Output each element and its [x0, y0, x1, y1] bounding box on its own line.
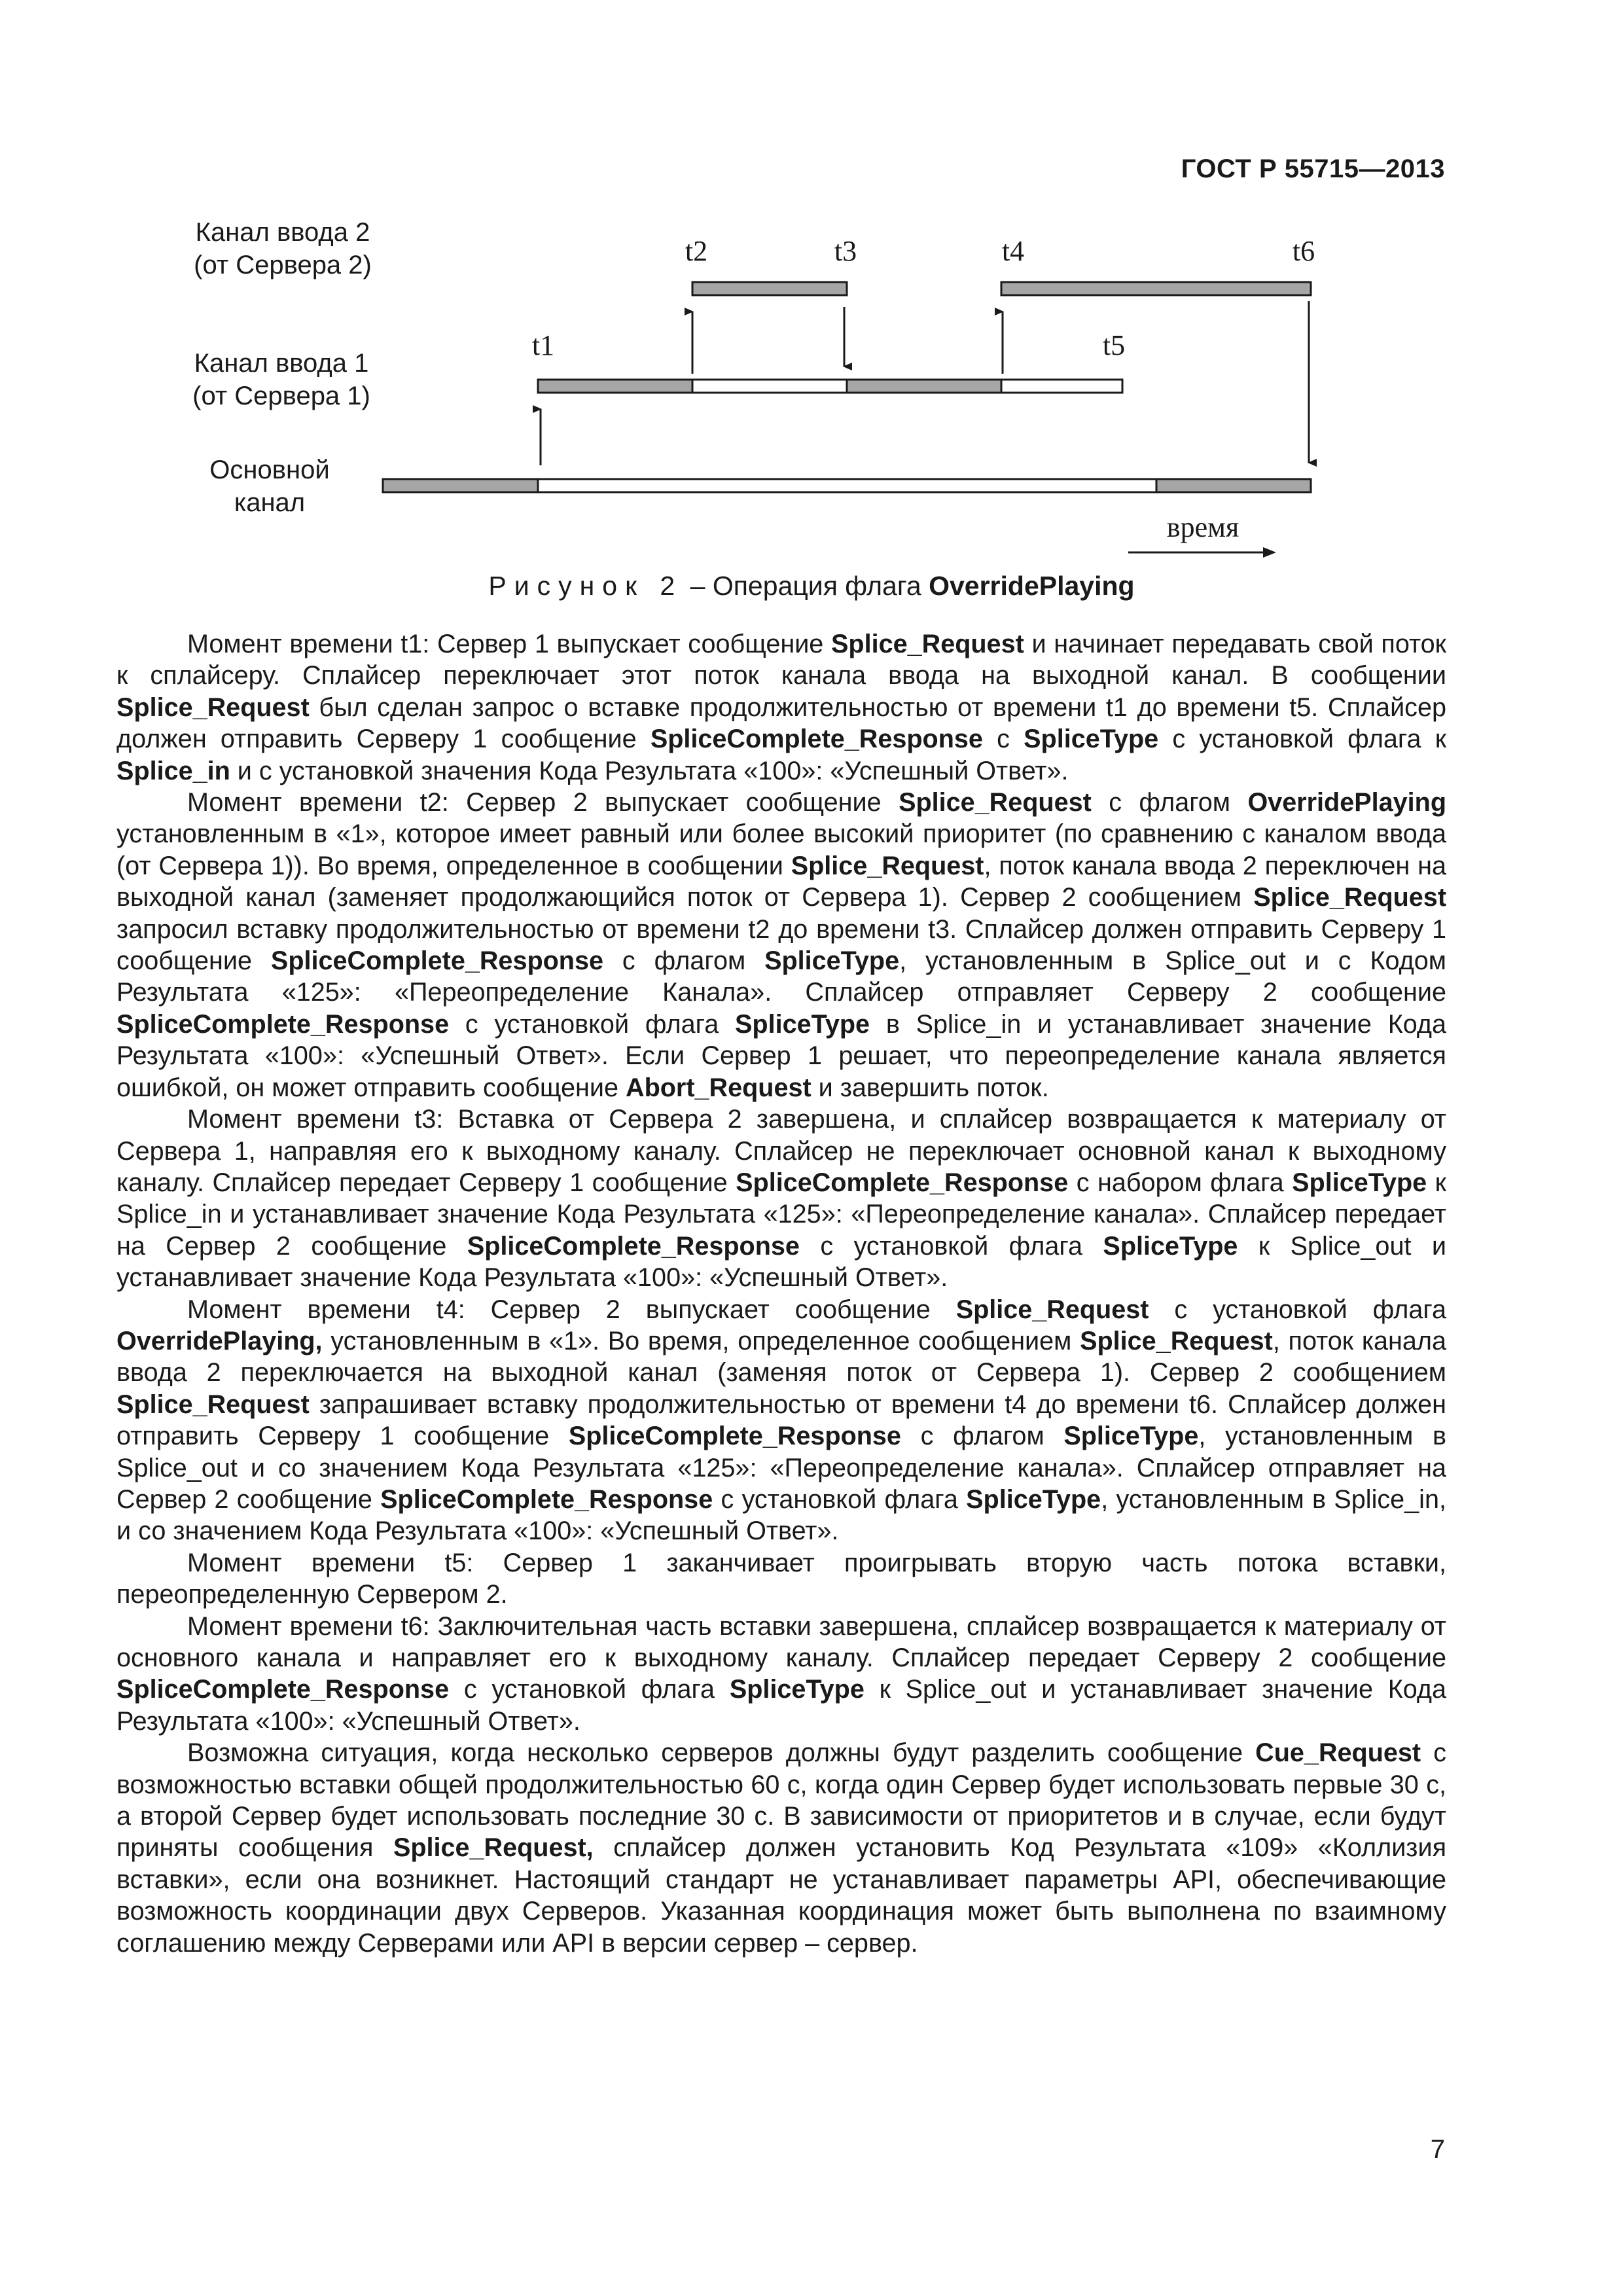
channel1-overridden-bar-t2-t3 — [692, 380, 847, 393]
text-run: к Splice_in и устанавливает значение Кода Результата «125»: «Переопределение канала». Сплайсер передает на Сервер 2 сообщение — [116, 1168, 1446, 1261]
text-run: был сделан запрос о вставке продолжительностью от времени t1 до времени t5. Сплайсер должен отправить Серверу 1 сообщение — [116, 692, 1446, 754]
bold-term: Splice_Request — [1080, 1326, 1273, 1355]
paragraph — [116, 1611, 1446, 1738]
time-axis-label: время — [1166, 511, 1240, 543]
text-run: и завершить поток. — [811, 1073, 1049, 1102]
figure-caption — [0, 571, 1623, 601]
text-run: Момент времени t5: Сервер 1 заканчивает проигрывать вторую часть потока вставки, переопределенную Сервером 2. — [116, 1548, 1446, 1609]
text-run: , поток канала ввода 2 переключен на выходной канал (заменяет продолжающийся поток от Сервера 1). Сервер 2 сообщением — [116, 851, 1446, 912]
page-number: 7 — [1430, 2135, 1445, 2164]
text-run: Момент времени t4: Сервер 2 выпускает сообщение — [187, 1295, 956, 1324]
paragraph — [116, 1737, 1446, 1959]
paragraph — [116, 1547, 1446, 1611]
bold-term: SpliceType — [735, 1009, 870, 1039]
text-run: Возможна ситуация, когда несколько серверов должны будут разделить сообщение — [187, 1738, 1256, 1768]
main-channel-label: Основной канал — [209, 456, 330, 517]
channel2-insert-bar-t4-t6 — [1001, 282, 1311, 295]
bold-term: SpliceComplete_Response — [736, 1168, 1069, 1197]
text-run: , установленным в Splice_out и с Кодом Результата «125»: «Переопределение Канала». Сплайсер отправляет Серверу 2 сообщение — [116, 946, 1446, 1007]
label-t2: t2 — [685, 235, 708, 267]
text-run: Момент времени t6: Заключительная часть вставки завершена, сплайсер возвращается к материалу от основного канала и направляет его к выходному каналу. Сплайсер передает Серверу 2 сообщение — [116, 1611, 1446, 1672]
text-run: Момент времени t3: Вставка от Сервера 2 завершена, и сплайсер возвращается к материалу от Сервера 1, направляя его к выходному каналу. Сплайсер не переключает основной канал к выходному каналу. Сплайсер передает Серверу 1 сообщение — [116, 1105, 1446, 1197]
bold-term: OverridePlaying, — [116, 1326, 323, 1355]
text-run: с установкой флага — [449, 1675, 730, 1704]
bold-term: SpliceType — [1063, 1422, 1199, 1451]
bold-term: SpliceComplete_Response — [116, 1009, 450, 1039]
channel1-bar-t1-t2 — [538, 380, 692, 393]
text-run: , установленным в Splice_out и со значением Кода Результата «125»: «Переопределение канала». Сплайсер отправляет на Сервер 2 сообщение — [116, 1422, 1446, 1514]
text-run: установленным в «1». Во время, определенное сообщением — [322, 1326, 1080, 1355]
bold-term: SpliceType — [966, 1484, 1101, 1514]
label-t5: t5 — [1102, 329, 1126, 361]
label-t4: t4 — [1001, 235, 1025, 267]
main-channel-bar-start — [383, 479, 538, 492]
bold-term: OverridePlaying — [1247, 788, 1446, 817]
paragraph — [116, 787, 1446, 1103]
bold-term: Splice_Request — [116, 1390, 310, 1419]
text-run: с флагом — [1091, 788, 1248, 817]
text-run: и начинает передавать свой поток к сплайсеру. Сплайсер переключает этот поток канала ввода на выходной канал. В сообщении — [116, 630, 1446, 691]
bold-term: Abort_Request — [625, 1073, 812, 1102]
body-text — [116, 628, 1446, 1959]
bold-term: SpliceComplete_Response — [650, 725, 983, 754]
text-run: с установкой флага — [799, 1231, 1103, 1261]
caption-flag: OverridePlaying — [929, 571, 1135, 601]
text-run: установленным в «1», которое имеет равный или более высокий приоритет (по сравнению с каналом ввода (от Сервера 1)). Во время, определенное в сообщении — [116, 819, 1446, 880]
bold-term: Splice_Request — [791, 851, 984, 880]
bold-term: Splice_Request — [899, 788, 1092, 817]
bold-term: SpliceType — [1292, 1168, 1427, 1197]
bold-term: SpliceComplete_Response — [380, 1484, 713, 1514]
text-run: , поток канала ввода 2 переключается на выходной канал (заменяя поток от Сервера 1). Сервер 2 сообщением — [116, 1326, 1446, 1388]
text-run: с флагом — [603, 946, 765, 976]
text-run: , установленным в Splice_in, и со значением Кода Результата «100»: «Успешный Ответ». — [116, 1484, 1446, 1546]
bold-term: SpliceType — [1024, 725, 1159, 754]
main-channel-bar-end — [1156, 479, 1311, 492]
bold-term: Splice_Request — [116, 692, 310, 722]
bold-term: SpliceType — [1103, 1231, 1238, 1261]
channel1-overridden-bar-t4-t5 — [1001, 380, 1122, 393]
label-t1: t1 — [531, 329, 555, 361]
text-run: запросил вставку продолжительностью от времени t2 до времени t3. Сплайсер должен отправить Серверу 1 сообщение — [116, 914, 1446, 976]
channel2-insert-bar-t2-t3 — [692, 282, 847, 295]
paragraph — [116, 628, 1446, 787]
document-header: ГОСТ Р 55715—2013 — [1181, 154, 1445, 183]
caption-prefix: Рисунок 2 — [488, 571, 683, 601]
bold-term: SpliceType — [764, 946, 900, 976]
bold-term: SpliceComplete_Response — [467, 1231, 800, 1261]
label-t6: t6 — [1292, 235, 1315, 267]
text-run: с установкой флага к — [1158, 725, 1447, 754]
text-run: и с установкой значения Кода Результата «100»: «Успешный Ответ». — [230, 756, 1069, 785]
bold-term: Cue_Request — [1255, 1738, 1421, 1768]
text-run: с установкой флага — [1149, 1295, 1446, 1324]
text-run: с возможностью вставки общей продолжительностью 60 с, когда один Сервер будет использовать первые 30 с, а второй Сервер будет использовать последние 30 с. В зависимости от приоритетов и в случае, если будут приняты сообщения — [116, 1738, 1446, 1863]
timing-diagram-svg — [0, 0, 1623, 589]
text-run: с установкой флага — [449, 1009, 736, 1039]
bold-term: SpliceType — [729, 1675, 865, 1704]
text-run: к Splice_out и устанавливает значение Кода Результата «100»: «Успешный Ответ». — [116, 1675, 1446, 1736]
timing-diagram — [0, 0, 1623, 589]
bold-term: Splice_in — [116, 756, 230, 785]
bold-term: SpliceComplete_Response — [116, 1675, 450, 1704]
channel1-bar-t3-t4 — [847, 380, 1001, 393]
bold-term: SpliceComplete_Response — [568, 1422, 901, 1451]
caption-text: – Операция флага — [683, 571, 929, 601]
main-channel-bar-replaced — [538, 479, 1156, 492]
time-arrow-head — [1263, 547, 1276, 558]
bold-term: SpliceComplete_Response — [270, 946, 604, 976]
text-run: с — [982, 725, 1024, 754]
text-run: в Splice_in и устанавливает значение Кода Результата «100»: «Успешный Ответ». Если Сервер 1 решает, что переопределение канала является ошибкой, он может отправить сообщение — [116, 1009, 1446, 1102]
text-run: запрашивает вставку продолжительностью от времени t4 до времени t6. Сплайсер должен отправить Серверу 1 сообщение — [116, 1390, 1446, 1451]
bold-term: Splice_Request — [1253, 883, 1446, 912]
text-run: сплайсер должен установить Код Результата «109» «Коллизия вставки», если она возникнет. Настоящий стандарт не устанавливает параметры API, обеспечивающие возможность координации двух Серверов. Указанная координация может быть выполнена по взаимному соглашению между Серверами или API в версии сервер – сервер. — [116, 1833, 1446, 1958]
bold-term: Splice_Request — [831, 630, 1024, 658]
label-t3: t3 — [834, 235, 857, 267]
paragraph — [116, 1103, 1446, 1293]
text-run: с набором флага — [1068, 1168, 1293, 1197]
bold-term: Splice_Request — [955, 1295, 1149, 1324]
paragraph — [116, 1294, 1446, 1547]
channel1-label: Канал ввода 1 (от Сервера 1) — [192, 349, 370, 410]
text-run: с установкой флага — [713, 1484, 967, 1514]
text-run: с флагом — [901, 1422, 1064, 1451]
text-run: Момент времени t1: Сервер 1 выпускает сообщение — [187, 630, 832, 658]
channel2-label: Канал ввода 2 (от Сервера 2) — [194, 218, 372, 279]
text-run: Момент времени t2: Сервер 2 выпускает сообщение — [187, 788, 899, 817]
bold-term: Splice_Request, — [393, 1833, 594, 1863]
text-run: к Splice_out и устанавливает значение Кода Результата «100»: «Успешный Ответ». — [116, 1231, 1446, 1293]
